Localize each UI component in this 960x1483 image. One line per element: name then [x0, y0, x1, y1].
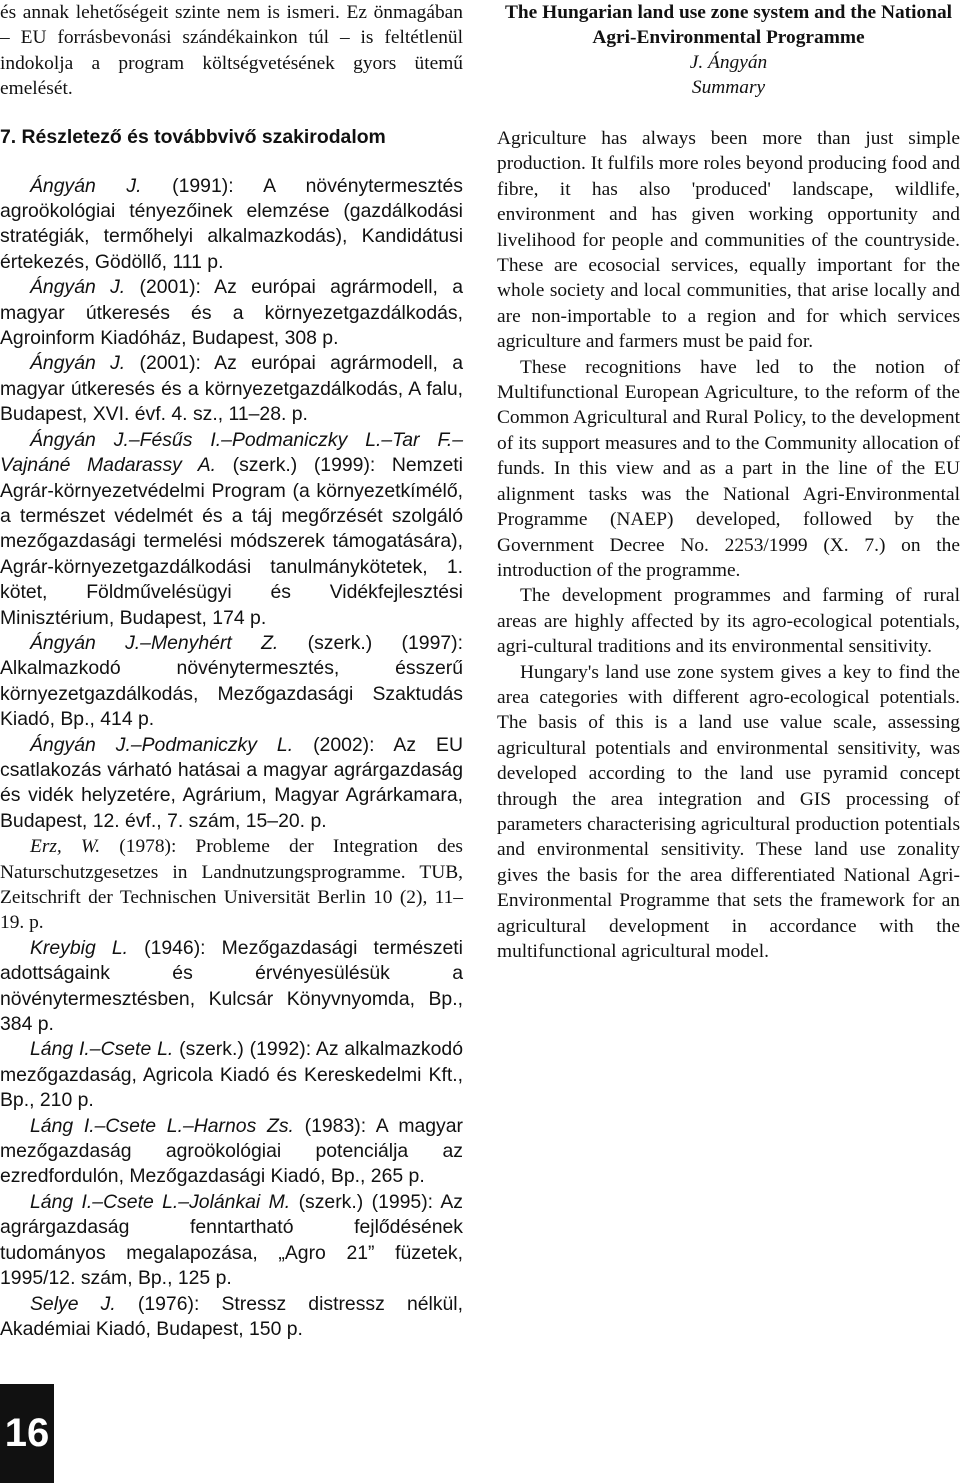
summary-author: J. Ángyán — [689, 52, 768, 73]
right-column — [497, 0, 960, 964]
page-number: 16 — [0, 1384, 54, 1483]
reference-item: Ángyán J.–Podmaniczky L. (2002): Az EU csatlakozás várható hatásai a magyar agrárgazdaság és vidék helyzetére, Agrárium, Magyar Agrárkamara, Budapest, 12. évf., 7. szám, 15–20. p. — [0, 733, 463, 832]
summary-label: Summary — [691, 77, 766, 98]
left-column — [0, 0, 463, 1342]
reference-item: Ángyán J.–Menyhért Z. (szerk.) (1997): Alkalmazkodó növénytermesztés, ésszerű környezetgazdálkodás, Mezőgazdasági Szaktudás Kiadó, Bp., 414 p. — [0, 631, 463, 731]
summary-paragraph: These recognitions have led to the notion of Multifunctional European Agriculture, to the reform of the Common Agricultural and Rural Policy, to the development of its support measures and to the Community allocation of funds. In this view and as a part in the line of the EU alignment tasks was the National Agri-Environmental Programme (NAEP) developed, followed by the Government Decree No. 2253/1999 (X. 7.) on the introduction of the programme. — [497, 356, 960, 581]
summary-paragraph: Hungary's land use zone system gives a key to find the area categories with different agro-ecological potentials. The basis of this is a land use value scale, assessing agricultural potentials and environmental sensitivity, was developed according to the land use pyramid concept through the area integration and GIS processing of parameters characterising agricultural production potentials and environmental sensitivity. These land use zonality gives the basis for the area differentiated National Agri-Environmental Programme that sets the framework for an agricultural development in accordance with the multifunctional agricultural model. — [497, 661, 960, 962]
reference-item: Kreybig L. (1946): Mezőgazdasági természeti adottságaink és érvényesülésük a növénytermesztésben, Kulcsár Könyvnyomda, Bp., 384 p. — [0, 936, 463, 1036]
reference-item: Láng I.–Csete L.–Harnos Zs. (1983): A magyar mezőgazdaság agroökológiai potenciálja az ezredfordulón, Mezőgazdasági Kiadó, Bp., 265 p. — [0, 1114, 463, 1188]
summary-body — [497, 126, 960, 964]
reference-item: Ángyán J. (1991): A növénytermesztés agroökológiai tényezőinek elemzése (gazdálkodási stratégiák, termőhelyi alkalmazkodás), Kandidátusi értekezés, Gödöllő, 111 p. — [0, 174, 463, 273]
summary-header — [497, 0, 960, 100]
summary-title: The Hungarian land use zone system and the National Agri-Environmental Programme — [504, 2, 953, 48]
intro-paragraph: és annak lehetőségeit szinte nem is ismeri. Ez önmagában – EU forrásbevonási szándékainkon túl – is feltétlenül indokolja a program költségvetésének gyors ütemű emelését. — [0, 2, 463, 100]
reference-list — [0, 174, 463, 1343]
reference-item: Láng I.–Csete L.–Jolánkai M. (szerk.) (1995): Az agrárgazdaság fenntartható fejlődésének tudományos megalapozása, „Agro 21” füzetek, 1995/12. szám, Bp., 125 p. — [0, 1190, 463, 1290]
reference-item: Ángyán J.–Fésűs I.–Podmaniczky L.–Tar F.–Vajnáné Madarassy A. (szerk.) (1999): Nemzeti Agrár-környezetvédelmi Program (a környezetkímélő, a természet védelmét és a táj megőrzését szolgáló mezőgazdasági termelési módszerek támogatására), Agrár-környezetgazdálkodási tanulmánykötetek, 1. kötet, Földművelésügyi és Vidékfejlesztési Minisztérium, Budapest, 174 p. — [0, 428, 463, 629]
reference-item: Láng I.–Csete L. (szerk.) (1992): Az alkalmazkodó mezőgazdaság, Agricola Kiadó és Kereskedelmi Kft., Bp., 210 p. — [0, 1038, 463, 1112]
summary-paragraph: Agriculture has always been more than just simple production. It fulfils more roles beyond producing food and fibre, it has also 'produced' landscape, wildlife, environment and has given working opportunity and livelihood for people and communities of the countryside. These are ecosocial services, equally important for the whole society and local communities, that arise locally and are non-importable to a region and for which services agriculture and farmers must be paid for. — [497, 128, 960, 353]
summary-paragraph: The development programmes and farming of rural areas are highly affected by its agro-ecological potentials, agri-cultural traditions and its environmental sensitivity. — [497, 585, 960, 658]
reference-item: Erz, W. (1978): Probleme der Integration des Naturschutzgesetzes in Landnutzungsprogramme. TUB, Zeitschrift der Technischen Universität Berlin 10 (2), 11–19. p. — [0, 836, 463, 934]
references-heading: 7. Részletező és továbbvivő szakirodalom — [0, 125, 386, 148]
reference-item: Ángyán J. (2001): Az európai agrármodell, a magyar útkeresés és a környezetgazdálkodás, Agroinform Kiadóház, Budapest, 308 p. — [0, 276, 463, 350]
reference-item: Selye J. (1976): Stressz distressz nélkül, Akadémiai Kiadó, Budapest, 150 p. — [0, 1292, 463, 1340]
reference-item: Ángyán J. (2001): Az európai agrármodell, a magyar útkeresés és a környezetgazdálkodás, A falu, Budapest, XVI. évf. 4. sz., 11–28. p. — [0, 352, 463, 426]
